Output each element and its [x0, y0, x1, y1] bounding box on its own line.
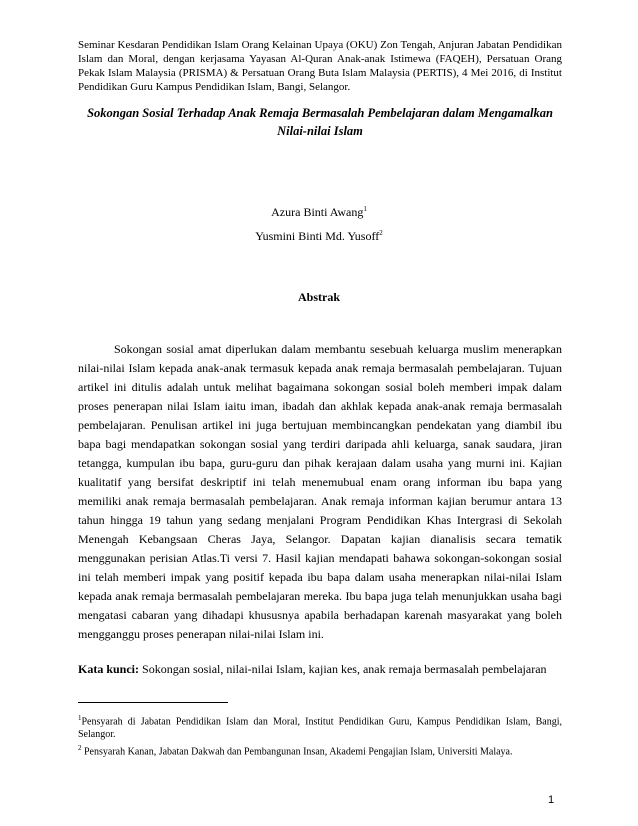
footnote-1-text: Pensyarah di Jabatan Pendidikan Islam dan Moral, Institut Pendidikan Guru, Kampus Pendidikan Islam, Bangi, Selangor.	[78, 716, 562, 741]
keywords-text: Sokongan sosial, nilai-nilai Islam, kajian kes, anak remaja bermasalah pembelajaran	[142, 662, 547, 676]
paper-title: Sokongan Sosial Terhadap Anak Remaja Bermasalah Pembelajaran dalam Mengamalkan Nilai-nilai Islam	[87, 106, 553, 138]
footnote-2-mark: 2	[78, 744, 82, 753]
keywords	[78, 660, 562, 678]
page-number: 1	[548, 794, 555, 806]
author-1-footnote-mark: 1	[363, 205, 367, 213]
footnote-separator	[78, 702, 228, 703]
author-2-name: Yusmini Binti Md. Yusoff	[255, 229, 380, 243]
footnote-2	[78, 742, 562, 758]
author-1	[0, 205, 638, 220]
author-2	[0, 229, 638, 244]
seminar-header: Seminar Kesdaran Pendidikan Islam Orang Kelainan Upaya (OKU) Zon Tengah, Anjuran Jabatan Pendidikan Islam dan Moral, dengan kerjasama Yayasan Al-Quran Anak-anak Istimewa (FAQEH), Persatuan Orang Pekak Islam Malaysia (PRISMA) & Persatuan Orang Buta Islam Malaysia (PERTIS), 4 Mei 2016, di Institut Pendidikan Guru Kampus Pendidikan Islam, Bangi, Selangor.	[78, 39, 562, 93]
footnote-1-mark: 1	[78, 714, 82, 722]
abstract-body: Sokongan sosial amat diperlukan dalam membantu sesebuah keluarga muslim menerapkan nilai-nilai Islam kepada anak-anak termasuk kepada anak remaja bermasalah pembelajaran. Tujuan artikel ini ditulis adalah untuk melihat bagaimana sokongan sosial boleh memberi impak dalam proses penerapan nilai Islam iaitu iman, ibadah dan akhlak kepada anak-anak remaja bermasalah pembelajaran. Penulisan artikel ini juga bertujuan membincangkan pendekatan yang diambil ibu bapa bagi mendapatkan sokongan sosial yang terdiri daripada ahli keluarga, sanak saudara, jiran tetangga, kumpulan ibu bapa, guru-guru dan pihak kerajaan dalam usaha yang murni ini. Kajian kualitatif yang bersifat deskriptif ini telah menemubual enam orang informan ibu bapa yang memiliki anak remaja bermasalah pembelajaran. Anak remaja informan kajian berumur antara 13 tahun hingga 19 tahun yang sedang menjalani Program Pendidikan Khas Intergrasi di Sekolah Menengah Kebangsaan Cheras Jaya, Selangor. Dapatan kajian dianalisis secara tematik menggunakan perisian Atlas.Ti versi 7. Hasil kajian mendapati bahawa sokongan-sokongan sosial ini telah memberi impak yang positif kepada ibu bapa dalam usaha menerapkan nilai-nilai Islam kepada anak remaja bermasalah pembelajaran mereka. Ibu bapa juga telah menunjukkan usaha bagi mengatasi cabaran yang dihadapi khususnya apabila berhadapan karenah masyarakat yang boleh mengganggu proses penerapan nilai-nilai Islam ini.	[78, 342, 562, 641]
footnotes	[78, 712, 562, 760]
footnote-1	[78, 712, 562, 741]
abstract-heading: Abstrak	[297, 290, 340, 304]
author-1-name: Azura Binti Awang	[271, 205, 364, 219]
author-2-footnote-mark: 2	[379, 229, 383, 237]
keywords-label: Kata kunci:	[78, 662, 140, 676]
footnote-2-text: Pensyarah Kanan, Jabatan Dakwah dan Pembangunan Insan, Akademi Pengajian Islam, Universiti Malaya.	[84, 746, 513, 758]
